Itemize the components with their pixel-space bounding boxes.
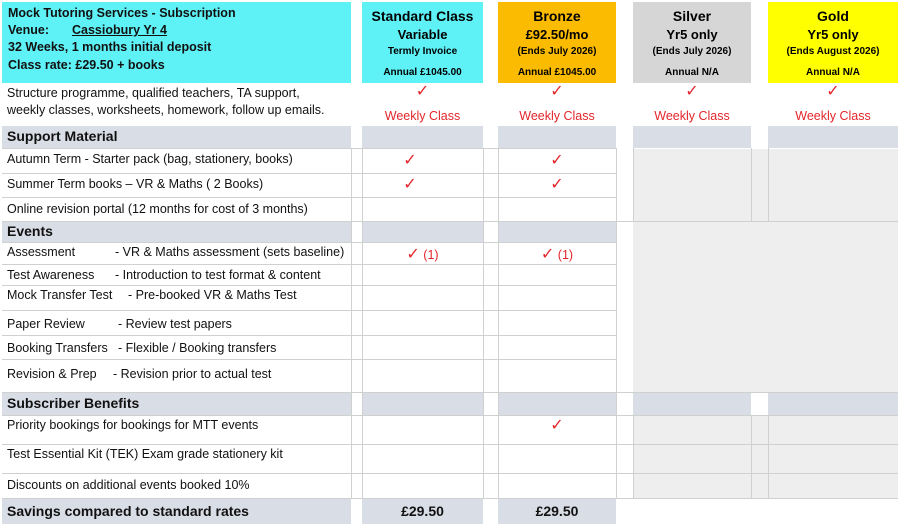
- tier-bronze-name: Bronze: [533, 8, 581, 24]
- tier-silver-header: [633, 2, 751, 83]
- tier-silver-name: Silver: [672, 8, 712, 24]
- section-bar: [362, 126, 483, 148]
- benefit-row-discount: Discounts on additional events booked 10%: [7, 478, 250, 492]
- tier-bronze-note: (Ends July 2026): [517, 46, 597, 57]
- structure-line-1: Structure programme, qualified teachers, TA support,: [7, 86, 300, 100]
- weekly-class-standard: Weekly Class: [384, 109, 461, 123]
- event-desc: - VR & Maths assessment (sets baseline): [115, 245, 345, 259]
- tier-gold-note: (Ends August 2026): [786, 46, 880, 57]
- tier-bronze-header: [498, 2, 616, 83]
- unavailable-block: [633, 149, 898, 221]
- weekly-class-gold: Weekly Class: [795, 109, 871, 123]
- section-subscriber-benefits: Subscriber Benefits: [7, 395, 140, 411]
- support-row-autumn: Autumn Term - Starter pack (bag, stationery, books): [7, 152, 293, 166]
- section-bar: [768, 126, 898, 148]
- section-support-material: Support Material: [7, 128, 118, 144]
- savings-bronze: £29.50: [535, 503, 579, 519]
- event-desc: - Revision prior to actual test: [113, 367, 272, 381]
- event-desc: - Review test papers: [118, 317, 232, 331]
- tick-icon: ✓: [550, 417, 564, 434]
- section-bar: [633, 393, 751, 415]
- section-bar: [362, 393, 483, 415]
- event-name: Paper Review: [7, 317, 85, 331]
- event-desc: - Introduction to test format & content: [115, 268, 321, 282]
- tier-standard-name: Standard Class: [371, 8, 474, 24]
- tier-standard-note: Termly Invoice: [387, 46, 458, 57]
- tier-gold-name: Gold: [817, 8, 849, 24]
- tick-icon: ✓: [685, 83, 699, 100]
- tick-icon: ✓: [406, 246, 420, 263]
- section-bar: [498, 222, 616, 242]
- weekly-class-bronze: Weekly Class: [519, 109, 595, 123]
- tier-gold-price: Yr5 only: [807, 27, 859, 42]
- weekly-class-silver: Weekly Class: [654, 109, 730, 123]
- tier-bronze-annual: Annual £1045.00: [517, 67, 597, 78]
- event-name: Revision & Prep: [7, 367, 97, 381]
- assessment-bronze: [498, 244, 616, 264]
- support-row-summer: Summer Term books – VR & Maths ( 2 Books): [7, 177, 264, 191]
- section-bar: [498, 126, 616, 148]
- tier-gold-annual: Annual N/A: [806, 67, 860, 78]
- weeks-text: 32 Weeks, 1 months initial deposit: [8, 40, 212, 54]
- event-name: Booking Transfers: [7, 341, 108, 355]
- assessment-mark: (1): [557, 248, 574, 262]
- section-bar: [362, 222, 483, 242]
- section-events: Events: [7, 223, 53, 239]
- event-desc: - Flexible / Booking transfers: [118, 341, 277, 355]
- tick-icon: ✓: [550, 176, 564, 193]
- savings-standard: £29.50: [401, 503, 444, 519]
- subscription-info-box: [2, 2, 351, 83]
- section-savings: Savings compared to standard rates: [7, 503, 249, 519]
- tick-icon: ✓: [550, 83, 564, 100]
- event-name: Assessment: [7, 245, 76, 259]
- benefit-row-tek: Test Essential Kit (TEK) Exam grade stationery kit: [7, 447, 283, 461]
- tier-standard-price: Variable: [397, 27, 448, 42]
- support-row-online: Online revision portal (12 months for cost of 3 months): [7, 202, 308, 216]
- assessment-standard: [362, 244, 483, 264]
- tick-icon: ✓: [826, 83, 840, 100]
- tier-standard-annual: Annual £1045.00: [383, 67, 462, 78]
- tick-icon: ✓: [415, 83, 430, 100]
- section-bar: [498, 393, 616, 415]
- subscription-title: Mock Tutoring Services - Subscription: [8, 6, 236, 20]
- venue-value: Cassiobury Yr 4: [72, 23, 167, 37]
- event-name: Test Awareness: [7, 268, 95, 282]
- unavailable-block: [633, 416, 898, 498]
- section-bar: [633, 126, 751, 148]
- unavailable-block: [633, 222, 898, 392]
- tier-bronze-price: £92.50/mo: [525, 27, 589, 42]
- tier-standard-header: [362, 2, 483, 83]
- tick-icon: ✓: [403, 176, 417, 193]
- tier-gold-header: [768, 2, 898, 83]
- tier-silver-price: Yr5 only: [666, 27, 718, 42]
- class-rate: Class rate: £29.50 + books: [8, 58, 165, 72]
- tick-icon: ✓: [403, 152, 417, 169]
- tier-silver-note: (Ends July 2026): [652, 46, 732, 57]
- tier-silver-annual: Annual N/A: [665, 67, 719, 78]
- tick-icon: ✓: [550, 152, 564, 169]
- section-bar: [2, 222, 351, 242]
- section-bar: [768, 393, 898, 415]
- assessment-mark: (1): [423, 248, 439, 262]
- event-desc: - Pre-booked VR & Maths Test: [128, 288, 297, 302]
- structure-line-2: weekly classes, worksheets, homework, follow up emails.: [7, 103, 325, 117]
- benefit-row-priority: Priority bookings for bookings for MTT events: [7, 418, 259, 432]
- venue-label: Venue:: [8, 23, 49, 37]
- event-name: Mock Transfer Test: [7, 288, 113, 302]
- tick-icon: ✓: [540, 246, 555, 263]
